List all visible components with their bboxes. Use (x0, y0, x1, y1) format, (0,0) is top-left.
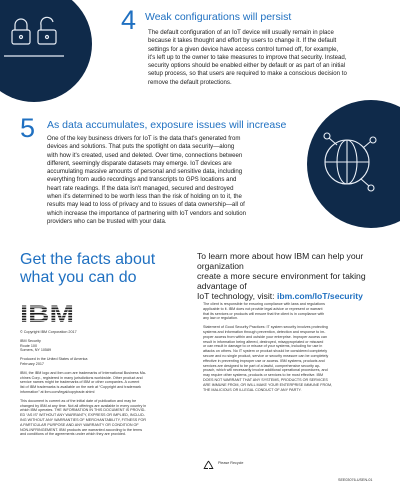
recycle-icon (203, 458, 214, 469)
padlocks-icon (0, 0, 92, 102)
document-code: SEE03076-USEN-01 (338, 478, 373, 482)
ibm-iot-security-link[interactable]: ibm.com/IoT/security (276, 291, 363, 301)
footer-left: © Copyright IBM Corporation 2017 IBM Security Route 100 Somers, NY 10589 Produced in the United States of America February 2017 IBM, the IBM logo and ibm.com are trademarks of International Business Ma- chines Corp., registered in many jurisdictions worldwide. Other product and service names might be trademarks of IBM or other companies. A current list of IBM trademarks is available on the web at “Copyright and trademark information” at ibm.com/legal/copytrade.shtml This document is current as of the initial date of publication and may be changed by IBM at any time. Not all offerings are available in every country in which IBM operates. THE INFORMATION IN THIS DOCUMENT IS PROVID- ED “AS IS” WITHOUT ANY WARRANTY, EXPRESS OR IMPLIED, INCLUD- ING WITHOUT ANY WARRANTIES OF MERCHANTABILITY, FITNESS FOR A PARTICULAR PURPOSE AND ANY WARRANTY OR CONDITION OF NON-INFRINGEMENT. IBM products are warranted according to the terms and conditions of the agreements under which they are provided. (20, 330, 190, 437)
section-title: As data accumulates, exposure issues will increase (47, 119, 287, 131)
section-5 (0, 110, 400, 240)
svg-text:IBM: IBM (20, 302, 74, 324)
footer (0, 300, 400, 489)
ibm-logo (20, 302, 76, 324)
footer-right: The client is responsible for ensuring compliance with laws and regulations applicable to it. IBM does not provide legal advice or represent or warrant that its services or products will ensure that the client is in compliance with any law or regulation. Statement of Good Security Practices: IT system security involves protecting systems and information through prevention, detection and response to im- proper access from within and outside your enterprise. Improper access can result in information being altered, destroyed, misappropriated or misused or can result in damage to or misuse of your systems, including for use in attacks on others. No IT system or product should be considered completely secure and no single product, service or security measure can be completely effective in preventing improper use or access. IBM systems, products and services are designed to be part of a lawful, comprehensive security ap- proach, which will necessarily involve additional operational procedures, and may require other systems, products or services to be most effective. IBM DOES NOT WARRANT THAT ANY SYSTEMS, PRODUCTS OR SERVICES ARE IMMUNE FROM, OR WILL MAKE YOUR ENTERPRISE IMMUNE FROM, THE MALICIOUS OR ILLEGAL CONDUCT OF ANY PARTY. (203, 302, 333, 392)
cta-text: To learn more about how IBM can help your organization create a more secure environment for taking advantage of IoT technology, visit: ibm.com/IoT/security (197, 251, 366, 301)
section-4 (0, 0, 400, 110)
section-body: One of the key business drivers for IoT is the data that's generated from devices and solutions. That puts the spotlight on data security—along with how it's created, used and deleted. Over time, connections between different, seemingly disparate datasets may emerge. IoT devices are accumulating massive amounts of personal and sensitive data, including everything from audio recordings and transcripts to GPS locations and heart rate readings. If the data isn't managed, secured and destroyed when it's determined to be worth less than the risk of holding on to it, the results may lead to loss of privacy and to issues of data ownership—all of which increase the importance of partnering with IoT vendors and solution providers who can be trusted with your data. (47, 135, 247, 225)
cta-title: Get the facts about what you can do (20, 251, 156, 286)
section-body: The default configuration of an IoT device will usually remain in place because it takes thought and effort by users to change it. If the default settings for a given device have access control turned off, for example, it's left up to the owner to take measures to improve that security. Instead, security options should be enabled either by default or as part of an initial setup process, so that users are required to make a conscious decision to remove the default protections. (148, 29, 347, 86)
section-number: 5 (20, 113, 36, 143)
data-globe-icon (307, 100, 400, 228)
copyright: © Copyright IBM Corporation 2017 (20, 330, 77, 334)
recycle-label: Please Recycle (218, 461, 244, 465)
section-number: 4 (121, 5, 137, 35)
section-title: Weak configurations will persist (145, 11, 292, 23)
facts-section (0, 246, 400, 301)
